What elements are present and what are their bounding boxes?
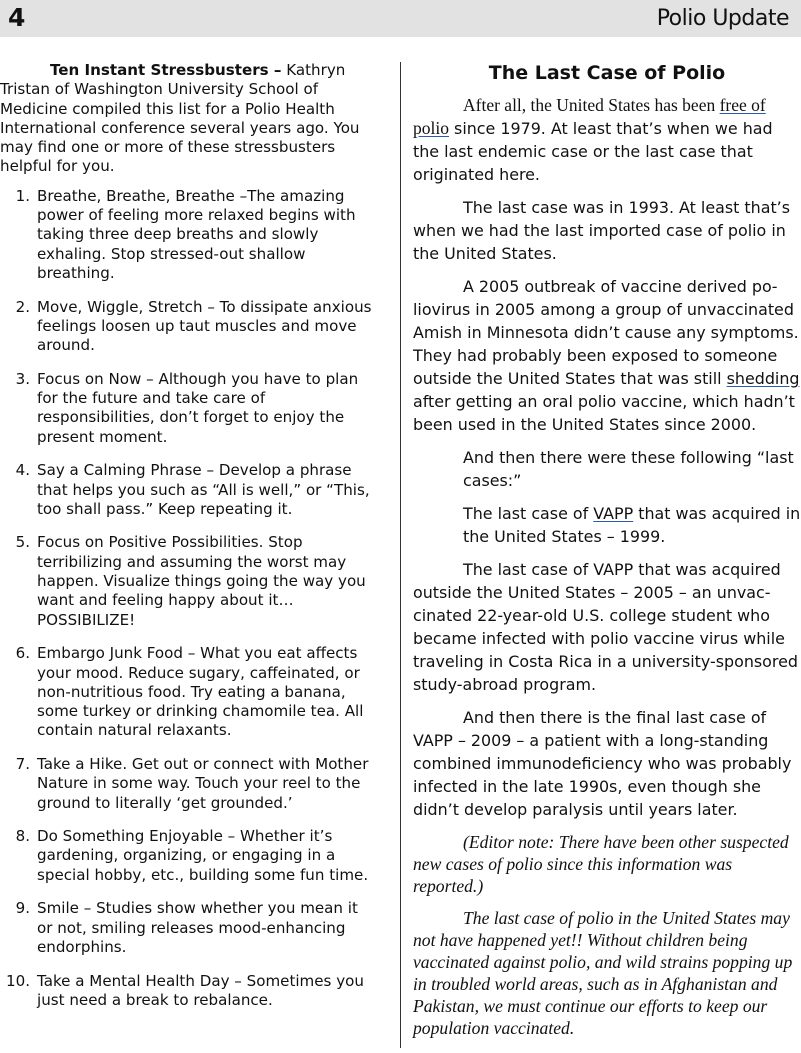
item-number: 8.	[15, 827, 30, 846]
item-number: 5.	[15, 533, 30, 552]
paragraph-text: after getting an oral polio vaccine, which hadn’t been used in the United States since 2000.	[413, 392, 795, 434]
paragraph-text: The last case of	[463, 504, 594, 523]
left-column	[0, 61, 375, 1024]
item-number: 10.	[5, 971, 30, 990]
intro-lead: Ten Instant Stressbusters –	[50, 61, 282, 79]
item-number: 3.	[15, 369, 30, 388]
paragraph-text: A 2005 outbreak of vaccine derived poliovirus in 2005 among a group of unvaccinated Amish in Minnesota didn’t cause any symptoms. They had probably been exposed to someone outside the United States that was still	[413, 277, 799, 388]
paragraph-last-imported: The last case was in 1993. At least that’s when we had the last imported case of polio in the United States.	[413, 198, 791, 263]
list-item	[0, 187, 375, 283]
vapp-link[interactable]: VAPP	[593, 504, 634, 523]
column-divider	[400, 62, 401, 1048]
shedding-link[interactable]: shedding	[726, 369, 800, 388]
item-number: 1.	[15, 186, 30, 205]
paragraph-text: since 1979. At least that’s when we had the last endemic case or the last case that originated here.	[413, 119, 773, 184]
list-item	[0, 755, 375, 813]
item-text: Do Something Enjoyable – Whether it’s gardening, organizing, or engaging in a special hobby, etc., building some fun time.	[37, 827, 369, 884]
item-text: Take a Hike. Get out or connect with Mother Nature in some way. Touch your reel to the ground to literally ‘get grounded.’	[37, 754, 369, 812]
list-item	[0, 298, 375, 356]
list-item	[0, 370, 375, 447]
item-text: Take a Mental Health Day – Sometimes you just need a break to rebalance.	[37, 971, 364, 1009]
intro-text: Kathryn Tristan of Washington University School of Medicine compiled this list for a Polio Health International conference several years ago. You may find one or more of these stressbusters helpful for you.	[0, 61, 360, 176]
page-header	[0, 0, 801, 37]
editor-note: (Editor note: There have been other suspected new cases of polio since this information was reported.)	[413, 832, 789, 896]
publication-title: Polio Update	[656, 6, 789, 31]
item-number: 9.	[15, 899, 30, 918]
paragraph-free-of-polio	[413, 94, 801, 186]
item-text: Say a Calming Phrase – Develop a phrase that helps you such as “All is well,” or “This, too shall pass.” Keep repeating it.	[37, 461, 370, 518]
item-text: Smile – Studies show whether you mean it or not, smiling releases mood-enhancing endorphins.	[37, 899, 358, 956]
list-item	[0, 533, 375, 629]
list-item	[0, 644, 375, 740]
right-column	[413, 61, 801, 1049]
paragraph-vapp-abroad: The last case of VAPP that was acquired outside the United States – 2005 – an unvaccinated 22-year-old U.S. college student who became infected with polio vaccine virus while traveling in Costa Rica in a university-sponsored study-abroad program.	[413, 560, 798, 694]
paragraph-last-cases: And then there were these following “last cases:”	[463, 448, 794, 490]
item-number: 6.	[15, 644, 30, 663]
paragraph-amish-outbreak	[413, 275, 801, 436]
list-item	[0, 461, 375, 519]
free-of-polio-link[interactable]: free of polio	[413, 95, 766, 138]
closing-paragraph: The last case of polio in the United States may not have happened yet!! Without children being vaccinated against polio, and wild strains popping up in troubled world areas, such as in Afghanistan and Pakistan, we must continue our efforts to keep our population vaccinated.	[413, 908, 793, 1038]
item-number: 2.	[15, 297, 30, 316]
item-text: Embargo Junk Food – What you eat affects your mood. Reduce sugary, caffeinated, or non-nutritious food. Try eating a banana, some turkey or drinking chamomile tea. All contain natural relaxants.	[37, 644, 364, 740]
page-number: 4	[8, 3, 26, 32]
item-text: Move, Wiggle, Stretch – To dissipate anxious feelings loosen up taut muscles and move around.	[37, 297, 372, 355]
item-text: Focus on Now – Although you have to plan for the future and take care of responsibilities, don’t forget to enjoy the present moment.	[37, 369, 359, 446]
paragraph-final-vapp: And then there is the final last case of VAPP – 2009 – a patient with a long-standing combined immunodeficiency who was probably infected in the late 1990s, even though she didn’t develop paralysis until years later.	[413, 708, 792, 819]
list-item	[0, 827, 375, 885]
item-number: 4.	[15, 461, 30, 480]
item-text: Breathe, Breathe, Breathe –The amazing power of feeling more relaxed begins with taking three deep breaths and slowly exhaling. Stop stressed-out shallow breathing.	[37, 186, 356, 282]
list-item	[0, 899, 375, 957]
paragraph-text: that was acquired in the United States – 1999.	[463, 504, 801, 546]
list-item	[0, 972, 375, 1011]
item-text: Focus on Positive Possibilities. Stop terribilizing and assuming the worst may happen. Visualize things going the way you want and feeling happy about it… POSSIBILIZE!	[37, 533, 366, 629]
paragraph-vapp-us	[413, 502, 801, 548]
item-number: 7.	[15, 754, 30, 773]
serif-lead: After all, the United States has been	[463, 95, 720, 115]
stressbusters-list	[0, 187, 375, 1010]
stressbusters-intro	[0, 61, 375, 177]
article-title: The Last Case of Polio	[488, 62, 726, 84]
